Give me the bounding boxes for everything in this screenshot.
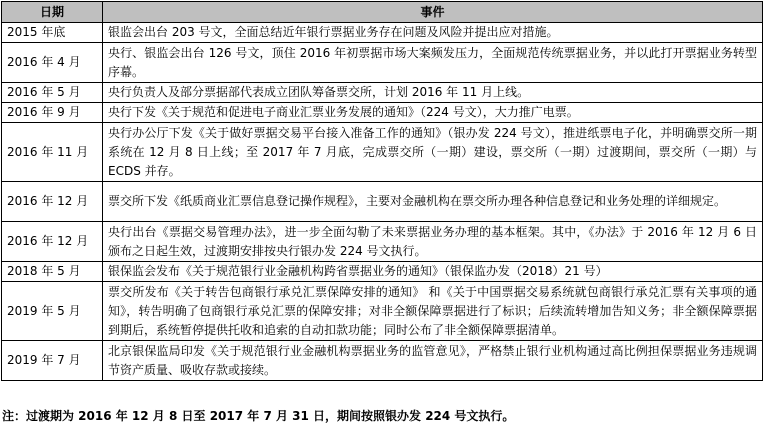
table-row [2, 103, 763, 123]
header-event: 事件 [103, 2, 763, 23]
row-date: 2019 年 7 月 [2, 341, 103, 381]
row-date: 2016 年 11 月 [2, 123, 103, 182]
table-row [2, 341, 763, 381]
row-event: 央行出台《票据交易管理办法》，进一步全面勾勒了未来票据业务办理的基本框架。其中，《办法》于 2016 年 12 月 6 日颁布之日起生效，过渡期安排按央行银办发 224 号文执行。 [103, 222, 763, 262]
header-row [2, 2, 763, 23]
row-date: 2016 年 12 月 [2, 222, 103, 262]
row-event: 央行、银监会出台 126 号文，顶住 2016 年初票据市场大案频发压力，全面规范传统票据业务，并以此打开票据业务转型序幕。 [103, 43, 763, 83]
header-date: 日期 [2, 2, 103, 23]
row-event: 央行办公厅下发《关于做好票据交易平台接入准备工作的通知》（银办发 224 号文），推进纸票电子化，并明确票交所一期系统在 12 月 8 日上线；至 2017 年 7 月底，完成票交所（一期）建设，票交所（一期）过渡期间，票交所（一期）与 ECDS 并存。 [103, 123, 763, 182]
table-row [2, 43, 763, 83]
row-date: 2019 年 5 月 [2, 282, 103, 341]
row-event: 央行负责人及部分票据部代表成立团队筹备票交所，计划 2016 年 11 月上线。 [103, 83, 763, 103]
row-date: 2016 年 5 月 [2, 83, 103, 103]
footnote: 注：过渡期为 2016 年 12 月 8 日至 2017 年 7 月 31 日，期间按照银办发 224 号文执行。 [2, 409, 515, 423]
table-row [2, 282, 763, 341]
row-event: 北京银保监局印发《关于规范银行业金融机构票据业务的监管意见》，严格禁止银行业机构通过高比例担保票据业务违规调节资产质量、吸收存款或接续。 [103, 341, 763, 381]
table-row [2, 262, 763, 282]
row-date: 2016 年 12 月 [2, 182, 103, 222]
row-event: 票交所下发《纸质商业汇票信息登记操作规程》，主要对金融机构在票交所办理各种信息登记和业务处理的详细规定。 [103, 182, 763, 222]
row-event: 央行下发《关于规范和促进电子商业汇票业务发展的通知》（224 号文），大力推广电票。 [103, 103, 763, 123]
row-date: 2016 年 4 月 [2, 43, 103, 83]
table-row [2, 222, 763, 262]
row-event: 银监会出台 203 号文，全面总结近年银行票据业务存在问题及风险并提出应对措施。 [103, 23, 763, 43]
table-row [2, 182, 763, 222]
row-event: 票交所发布《关于转告包商银行承兑汇票保障安排的通知》 和《关于中国票据交易系统就包商银行承兑汇票有关事项的通知》，转告明确了包商银行承兑汇票的保障安排；对非全额保障票据进行了标识；后续流转增加告知义务；非全额保障票据到期后，系统暂停提供托收和追索的自动扣款功能；同时公布了非全额保障票据清单。 [103, 282, 763, 341]
table-body [2, 23, 763, 381]
row-event: 银保监会发布《关于规范银行业金融机构跨省票据业务的通知》（银保监办发（2018）21 号） [103, 262, 763, 282]
row-date: 2015 年底 [2, 23, 103, 43]
row-date: 2016 年 9 月 [2, 103, 103, 123]
row-date: 2018 年 5 月 [2, 262, 103, 282]
timeline-table [1, 1, 763, 381]
table-row [2, 123, 763, 182]
table-row [2, 83, 763, 103]
table-row [2, 23, 763, 43]
